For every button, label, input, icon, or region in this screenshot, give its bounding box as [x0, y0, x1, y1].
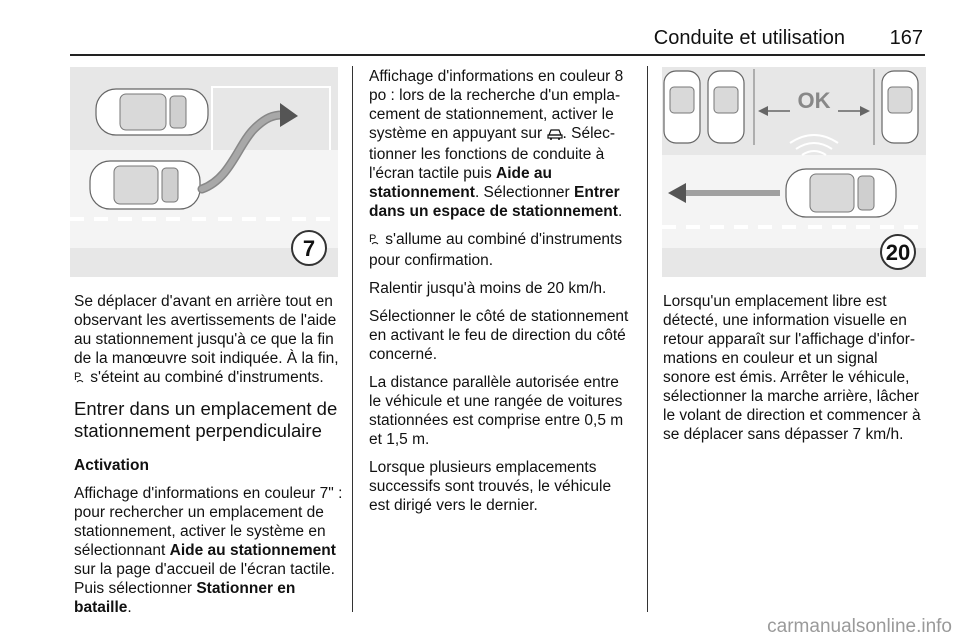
- column-3: [663, 292, 929, 453]
- svg-text:P: P: [74, 371, 82, 383]
- section-heading: Entrer dans un emplacement de stationnement perpendiculaire: [74, 398, 338, 441]
- page-header: [70, 27, 925, 53]
- column-2: [369, 67, 635, 524]
- column-divider-2: [647, 66, 648, 612]
- section-title: Conduite et utilisation: [653, 27, 845, 49]
- paragraph: Affichage d'informations en couleur 8 po : lors de la recherche d'un emplacement de stationnement, activer le système en appuyant sur . Sélectionner les fonctions de conduite à l'écran tactile puis Aide au stationnement. Sélectionner Entrer dans un espace de stationnement.: [369, 68, 624, 220]
- paragraph: La distance parallèle autorisée entre le véhicule et une rangée de voitures stationnées est comprise entre 0,5 m et 1,5 m.: [369, 374, 624, 448]
- car-settings-icon: [547, 126, 563, 145]
- svg-text:P: P: [369, 233, 377, 245]
- paragraph: Lorsqu'un emplacement libre est détecté, une information visuelle en retour apparaît sur l'affichage d'informations en couleur et un signal sonore est émis. Arrêter le véhicule, sélectionner la marche arrière, lâcher le volant de direction et commencer à se déplacer sans dépasser 7 km/h.: [663, 293, 921, 443]
- park-assist-icon: [74, 369, 86, 389]
- subheading: Activation: [74, 457, 149, 474]
- header-rule: [70, 54, 925, 56]
- svg-text:20: 20: [885, 240, 911, 265]
- paragraph: P s'allume au combiné d'instruments pour confirmation.: [369, 231, 623, 269]
- watermark: carmanualsonline.info: [767, 616, 952, 637]
- paragraph: Ralentir jusqu'à moins de 20 km/h.: [369, 280, 607, 297]
- figure-20: [662, 67, 926, 277]
- svg-text:OK: OK: [797, 88, 831, 113]
- figure-number-badge: [881, 235, 915, 269]
- paragraph: Se déplacer d'avant en arrière tout en observant les avertissements de l'aide au stationnement jusqu'à ce que la fin de la manœuvre soit indiquée. À la fin, P s'éteint au combiné d'instruments.: [74, 292, 346, 389]
- paragraph: Lorsque plusieurs emplacements successifs sont trouvés, le véhicule est dirigé vers le dernier.: [369, 459, 612, 514]
- space-ok-indicator: [758, 88, 870, 116]
- svg-text:7: 7: [302, 236, 316, 261]
- column-divider-1: [352, 66, 353, 612]
- paragraph: Sélectionner le côté de stationnement en activant le feu de direction du côté concerné.: [369, 308, 629, 363]
- figure-number-badge: [292, 231, 326, 265]
- park-assist-icon: [369, 231, 381, 251]
- paragraph: Affichage d'informations en couleur 7" : pour rechercher un emplacement de stationnement, activer le système en sélectionnant Aide au stationnement sur la page d'accueil de l'écran tactile. Puis sélectionner Stationner en bataille.: [74, 485, 343, 616]
- page-number: 167: [889, 27, 923, 49]
- parked-car-icon: [96, 89, 208, 135]
- moving-car-icon: [786, 169, 896, 217]
- sensor-waves-icon: [790, 135, 838, 155]
- figure-7: [70, 67, 338, 277]
- column-1: [74, 292, 346, 626]
- moving-car-icon: [90, 161, 200, 209]
